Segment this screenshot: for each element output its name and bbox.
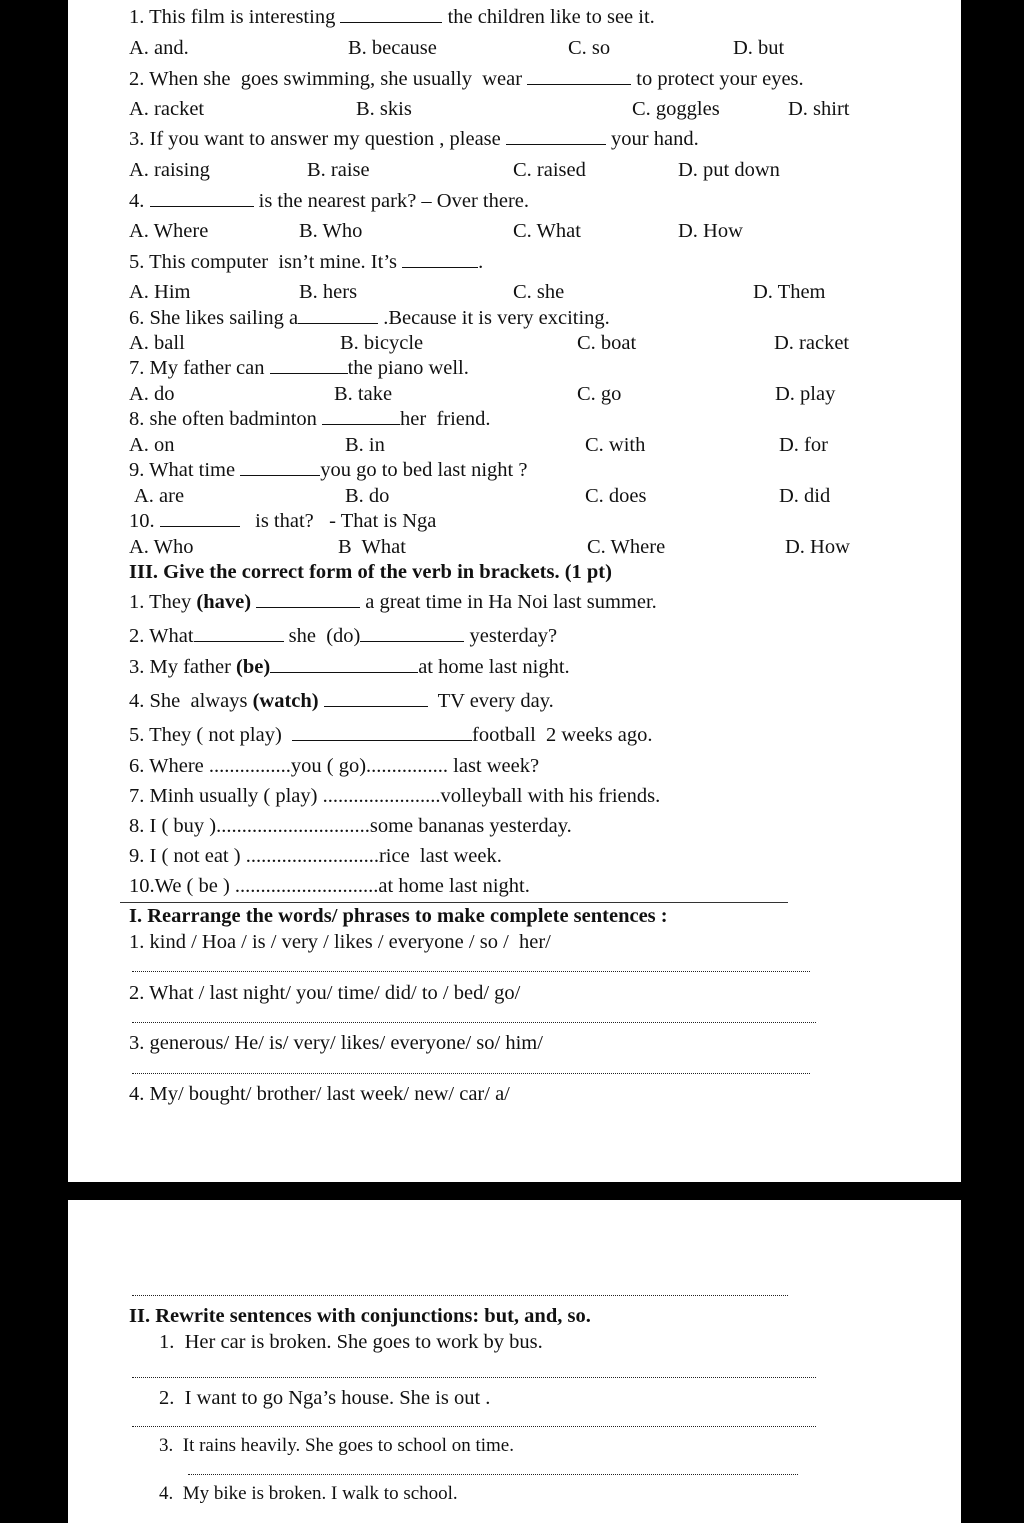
question-5-text-end: . [478,251,484,273]
question-7-text-end: the piano well. [347,357,469,379]
question-7-option-b[interactable]: B. take [334,383,393,405]
question-7-option-d[interactable]: D. play [775,383,836,405]
verb-item-3-text: 3. My father [129,656,237,678]
question-4-option-c[interactable]: C. What [513,220,581,242]
rearrange-heading: I. Rearrange the words/ phrases to make complete sentences : [129,905,668,927]
question-1-option-a[interactable]: A. and. [129,37,189,59]
question-6-text-start: 6. She likes sailing a [129,307,299,329]
question-9-option-b[interactable]: B. do [345,485,390,507]
question-9-option-a[interactable]: A. are [134,485,185,507]
verb-item-7[interactable]: 7. Minh usually ( play) .......................volleyball with his friends. [129,785,661,807]
question-9-option-d[interactable]: D. did [779,485,831,507]
answer-blank[interactable] [194,624,284,642]
question-10-stem [129,509,436,533]
question-6-option-a[interactable]: A. ball [129,332,185,354]
answer-blank[interactable] [160,509,240,527]
answer-blank[interactable] [322,407,400,425]
verb-item-1-verb: (have) [196,591,252,613]
verb-item-10[interactable]: 10.We ( be ) ............................at home last night. [129,875,530,897]
question-1-text-end: the children like to see it. [442,6,655,28]
question-4-option-a[interactable]: A. Where [129,220,209,242]
question-7-option-c[interactable]: C. go [577,383,622,405]
answer-blank[interactable] [324,689,428,707]
verb-item-4 [129,689,554,713]
section-divider [120,902,788,903]
verb-item-2 [129,624,557,648]
question-8-option-c[interactable]: C. with [585,434,646,456]
verb-item-3-rest: at home last night. [418,656,570,678]
answer-blank[interactable] [298,306,378,324]
question-10-text-end: is that? - That is Nga [239,510,437,532]
verb-section-heading: III. Give the correct form of the verb in brackets. (1 pt) [129,561,612,583]
question-2-text-start: 2. When she goes swimming, she usually wear [129,68,528,90]
question-8-option-a[interactable]: A. on [129,434,175,456]
question-3-option-c[interactable]: C. raised [513,159,586,181]
question-1-text-start: 1. This film is interesting [129,6,341,28]
question-10-option-d[interactable]: D. How [785,536,850,558]
verb-item-4-verb: (watch) [252,690,319,712]
question-7-stem [129,356,469,380]
question-3-stem [129,127,699,151]
question-8-text-end: her friend. [400,408,491,430]
verb-item-5 [129,723,653,747]
verb-item-3-verb: (be) [236,656,271,678]
question-10-option-a[interactable]: A. Who [129,536,194,558]
question-4-option-b[interactable]: B. Who [299,220,363,242]
answer-blank[interactable] [270,356,348,374]
question-4-stem [129,189,529,213]
question-2-option-b[interactable]: B. skis [356,98,412,120]
answer-blank[interactable] [506,127,606,145]
question-9-text-start: 9. What time [129,459,241,481]
verb-item-1-rest: a great time in Ha Noi last summer. [360,591,657,613]
question-5-option-c[interactable]: C. she [513,281,565,303]
question-2-stem [129,67,804,91]
answer-blank[interactable] [402,250,478,268]
question-2-option-a[interactable]: A. racket [129,98,205,120]
verb-item-3 [129,655,570,679]
question-5-option-a[interactable]: A. Him [129,281,191,303]
question-9-stem [129,458,527,482]
verb-item-2-mid: she (do) [283,625,361,647]
rearrange-item-1: 1. kind / Hoa / is / very / likes / everyone / so / her/ [129,931,551,953]
rearrange-item-4: 4. My/ bought/ brother/ last week/ new/ car/ a/ [129,1083,510,1105]
question-8-text-start: 8. she often badminton [129,408,323,430]
verb-item-2-rest: yesterday? [464,625,558,647]
answer-line[interactable] [132,1022,816,1023]
verb-item-5-text: 5. They ( not play) [129,724,293,746]
answer-blank[interactable] [270,655,418,673]
question-9-option-c[interactable]: C. does [585,485,647,507]
question-10-text-start: 10. [129,510,160,532]
question-6-option-c[interactable]: C. boat [577,332,637,354]
question-4-option-d[interactable]: D. How [678,220,743,242]
question-2-text-end: to protect your eyes. [631,68,804,90]
answer-blank[interactable] [340,5,442,23]
question-5-option-b[interactable]: B. hers [299,281,358,303]
question-3-option-b[interactable]: B. raise [307,159,370,181]
rewrite-heading: II. Rewrite sentences with conjunctions: but, and, so. [129,1305,591,1327]
question-7-text-start: 7. My father can [129,357,270,379]
verb-item-1 [129,590,657,614]
answer-line[interactable] [132,1377,816,1378]
verb-item-8[interactable]: 8. I ( buy )..............................some bananas yesterday. [129,815,572,837]
question-9-text-end: you go to bed last night ? [320,459,528,481]
question-5-stem [129,250,483,274]
question-3-option-a[interactable]: A. raising [129,159,210,181]
question-4-text-start: 4. [129,190,150,212]
verb-item-4-text: 4. She always [129,690,253,712]
rewrite-item-4: 4. My bike is broken. I walk to school. [159,1483,458,1504]
answer-blank[interactable] [360,624,464,642]
question-1-option-c[interactable]: C. so [568,37,611,59]
verb-item-6[interactable]: 6. Where ................you ( go)................ last week? [129,755,540,777]
question-10-option-b[interactable]: B What [338,536,406,558]
question-7-option-a[interactable]: A. do [129,383,175,405]
answer-blank[interactable] [292,723,472,741]
question-3-text-start: 3. If you want to answer my question , please [129,128,506,150]
rewrite-item-2: 2. I want to go Nga’s house. She is out . [159,1387,491,1409]
question-6-stem [129,306,610,330]
rewrite-item-3: 3. It rains heavily. She goes to school on time. [159,1435,514,1456]
answer-line[interactable] [132,1426,816,1427]
question-2-option-c[interactable]: C. goggles [632,98,720,120]
answer-blank[interactable] [256,590,360,608]
question-8-stem [129,407,491,431]
question-1-option-b[interactable]: B. because [348,37,437,59]
question-6-option-d[interactable]: D. racket [774,332,850,354]
rearrange-item-3: 3. generous/ He/ is/ very/ likes/ everyone/ so/ him/ [129,1032,543,1054]
question-6-text-end: .Because it is very exciting. [378,307,610,329]
answer-line[interactable] [132,1073,810,1074]
question-5-text-start: 5. This computer isn’t mine. It’s [129,251,403,273]
question-1-stem [129,5,655,29]
answer-line[interactable] [132,1295,788,1296]
verb-item-1-text: 1. They [129,591,197,613]
question-8-option-d[interactable]: D. for [779,434,828,456]
rewrite-item-1: 1. Her car is broken. She goes to work by bus. [159,1331,543,1353]
verb-item-2-text: 2. What [129,625,194,647]
question-5-option-d[interactable]: D. Them [753,281,826,303]
answer-line[interactable] [188,1474,798,1475]
question-3-text-end: your hand. [605,128,699,150]
question-8-option-b[interactable]: B. in [345,434,385,456]
question-1-option-d[interactable]: D. but [733,37,785,59]
question-4-text-end: is the nearest park? – Over there. [253,190,529,212]
verb-item-9[interactable]: 9. I ( not eat ) ..........................rice last week. [129,845,502,867]
question-2-option-d[interactable]: D. shirt [788,98,850,120]
question-10-option-c[interactable]: C. Where [587,536,666,558]
answer-blank[interactable] [150,189,254,207]
rearrange-item-2: 2. What / last night/ you/ time/ did/ to / bed/ go/ [129,982,521,1004]
answer-blank[interactable] [527,67,631,85]
verb-item-5-rest: football 2 weeks ago. [472,724,653,746]
question-6-option-b[interactable]: B. bicycle [340,332,424,354]
question-3-option-d[interactable]: D. put down [678,159,780,181]
answer-line[interactable] [132,971,810,972]
answer-blank[interactable] [240,458,320,476]
verb-item-4-rest: TV every day. [427,690,554,712]
